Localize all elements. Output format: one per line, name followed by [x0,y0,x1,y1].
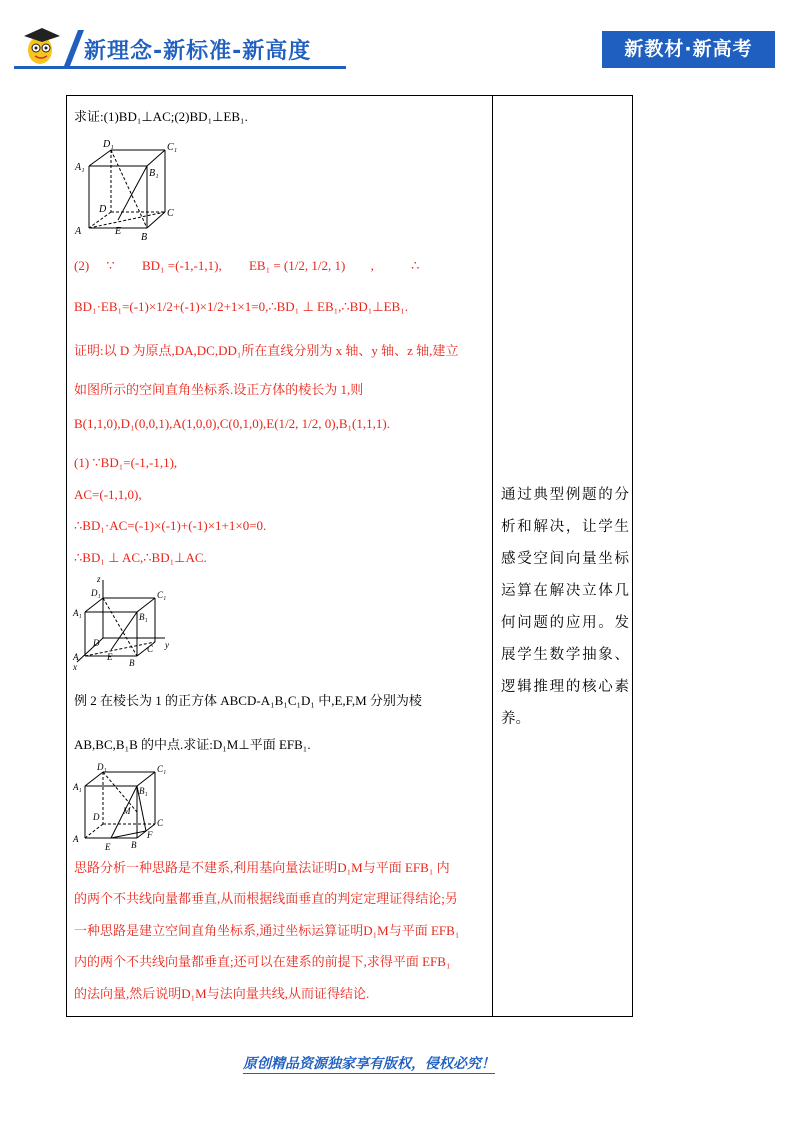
fig3-label-D: D [93,812,100,822]
slash-decoration-icon [64,30,84,70]
solution-2-line1: (2) ∵ BD₁ =(-1,-1,1), EB₁ = (1/2, 1/2, 1) , ∴ [74,258,420,273]
fig3-label-D1: D₁ [97,762,107,772]
fig3-label-C1: C₁ [157,764,167,774]
fig3-label-M: M [123,806,131,816]
fig1-label-A: A [75,226,82,237]
fig2-label-E: E [107,652,113,662]
analysis-line3: 一种思路是建立空间直角坐标系,通过坐标运算证明D₁M与平面 EFB₁ [74,923,460,938]
fig2-label-C: C [147,644,154,654]
cube-figure-3 [71,762,181,854]
fig1-label-C: C [167,208,174,219]
table-divider [492,96,493,1016]
solution-1-line2: AC=(-1,1,0), [74,487,142,502]
analysis-line1: 思路分析一种思路是不建系,利用基向量法证明D₁M与平面 EFB₁ 内 [74,860,450,875]
solution-1-line1: (1) ∵BD₁=(-1,-1,1), [74,455,178,470]
header-slogan-block [14,30,346,70]
fig2-label-B1: B₁ [139,612,148,622]
proof-setup-line1: 证明:以 D 为原点,DA,DC,DD₁所在直线分别为 x 轴、y 轴、z 轴,建立 [74,343,459,358]
header-badge: 新教材·新高考 [602,31,775,68]
cube-figure-2-coordinate [71,576,181,672]
header-slogan: 新理念-新标准-新高度 [84,39,312,64]
fig1-label-A1: A₁ [75,162,85,173]
fig1-label-E: E [115,226,122,237]
fig1-label-B: B [141,232,148,243]
analysis-line4: 内的两个不共线向量都垂直;还可以在建系的前提下,求得平面 EFB₁ [74,954,451,969]
fig2-label-A1: A₁ [73,608,82,618]
fig3-label-A1: A₁ [73,782,82,792]
fig3-label-C: C [157,818,164,828]
analysis-line5: 的法向量,然后说明D₁M与法向量共线,从而证得结论. [74,986,370,1001]
fig3-label-A: A [73,834,79,844]
solution-1-line3: ∴BD₁·AC=(-1)×(-1)+(-1)×1+1×0=0. [74,518,267,533]
fig1-label-D: D [99,204,107,215]
proof-goal: 求证:(1)BD₁⊥AC;(2)BD₁⊥EB₁. [74,109,248,124]
fig3-label-B1: B₁ [139,786,148,796]
fig1-label-B1: B₁ [149,168,159,179]
fig3-label-B: B [131,840,137,850]
cube-figure-1 [73,138,183,244]
fig1-label-C1: C₁ [167,142,178,153]
teaching-intent-note: 通过典型例题的分析和解决，让学生感受空间向量坐标运算在解决立体几何问题的应用。发展学生数学抽象、逻辑推理的核心素养。 [501,487,629,727]
copyright-footer: 原创精品资源独家享有版权，侵权必究！ [243,1053,495,1074]
header-underline [14,66,346,69]
fig2-label-x: x [73,662,77,672]
example-2-statement-line1: 例 2 在棱长为 1 的正方体 ABCD-A₁B₁C₁D₁ 中,E,F,M 分别为棱 [74,693,422,708]
solution-2-line2: BD₁·EB₁=(-1)×1/2+(-1)×1/2+1×1=0,∴BD₁ ⊥ EB₁,∴BD₁⊥EB₁. [74,299,408,314]
example-2-statement-line2: AB,BC,B₁B 的中点.求证:D₁M⊥平面 EFB₁. [74,737,311,752]
fig2-label-z: z [97,576,101,584]
content-table [66,95,633,1017]
fig3-label-F: F [147,830,153,840]
fig2-label-D1: D₁ [91,588,101,598]
coordinates-line: B(1,1,0),D₁(0,0,1),A(1,0,0),C(0,1,0),E(1/2, 1/2, 0),B₁(1,1,1). [74,416,390,431]
fig2-label-C1: C₁ [157,590,167,600]
fig1-label-D1: D₁ [103,139,114,150]
proof-setup-line2: 如图所示的空间直角坐标系.设正方体的棱长为 1,则 [74,382,364,397]
fig2-label-D: D [93,638,100,648]
analysis-line2: 的两个不共线向量都垂直,从而根据线面垂直的判定定理证得结论;另 [74,891,458,906]
fig2-label-B: B [129,658,135,668]
fig2-label-y: y [165,640,169,650]
fig2-label-A: A [73,652,79,662]
solution-1-line4: ∴BD₁ ⊥ AC,∴BD₁⊥AC. [74,550,207,565]
fig3-label-E: E [105,842,111,852]
